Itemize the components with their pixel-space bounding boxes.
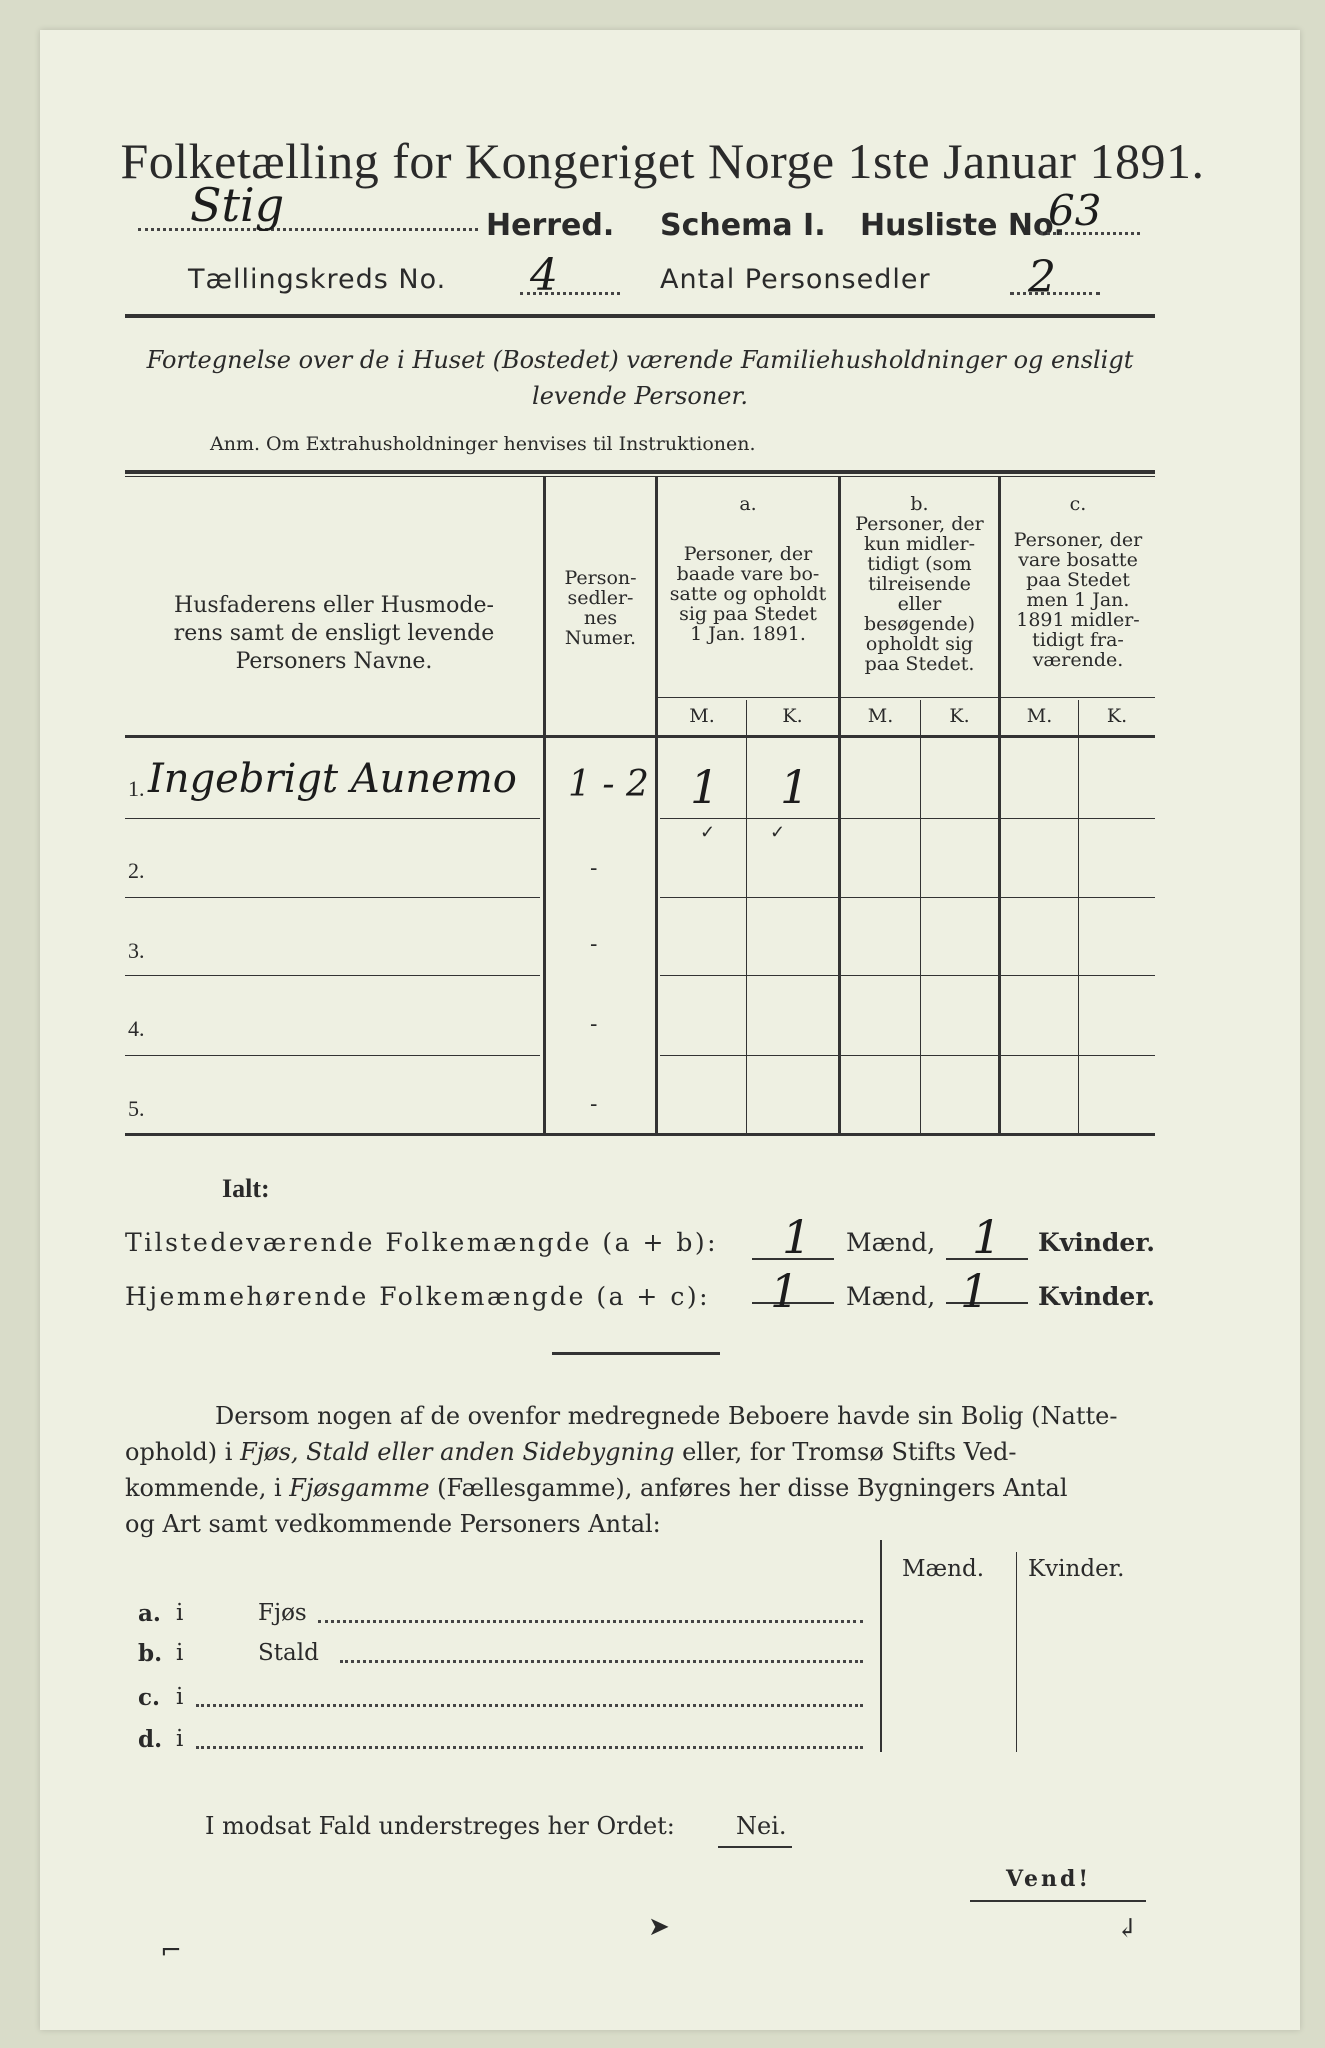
col-a-k: K. [782, 705, 803, 727]
bolig-line-2: ophold) i Fjøs, Stald eller anden Sidebygning eller, for Tromsø Stifts Ved- [125, 1438, 1017, 1466]
hjemme-label: Hjemmehørende Folkemængde (a + c): [125, 1282, 710, 1311]
col-a-mk-divider [746, 700, 747, 1133]
herred-value: Stig [190, 178, 285, 232]
herred-field [138, 202, 478, 231]
row-1-num: 1 - 2 [568, 764, 649, 805]
bolig-d-i: i [176, 1726, 184, 1752]
bolig-a-label: Fjøs [258, 1600, 307, 1626]
ialt-label: Ialt: [222, 1174, 270, 1203]
col-num-header: Person- sedler- nes Numer. [564, 567, 637, 649]
table-top-rule [125, 470, 1155, 474]
row-1-name: Ingebrigt Aunemo [148, 756, 517, 802]
row-1-no: 1. [128, 776, 145, 801]
row-2-num: - [590, 856, 598, 881]
row-3-num: - [590, 932, 598, 957]
col-c-mk-divider [1078, 700, 1079, 1133]
vend-rule [970, 1900, 1146, 1902]
bolig-b-dots [340, 1660, 863, 1663]
corner-mark-right: ↲ [1116, 1914, 1138, 1944]
bolig-kvinder-header: Kvinder. [1028, 1556, 1125, 1582]
vend-text: Vend! [1006, 1866, 1092, 1892]
tilstede-label: Tilstedeværende Folkemængde (a + b): [125, 1228, 719, 1257]
row-line-3-name [125, 975, 540, 976]
anm-note: Anm. Om Extrahusholdninger henvises til Instruktionen. [210, 433, 756, 455]
col-c-header: Personer, der vare bosatte paa Stedet men 1 Jan. 1891 midler- tidigt fra- værende. [1013, 529, 1143, 671]
hjemme-m-value: 1 [770, 1264, 800, 1318]
bolig-line-3: kommende, i Fjøsgamme (Fællesgamme), anføres her disse Bygningers Antal [125, 1474, 1068, 1502]
row-line-3-cells [660, 975, 1155, 976]
schema-label: Schema I. [660, 208, 826, 243]
bolig-line-1: Dersom nogen af de ovenfor medregnede Beboere havde sin Bolig (Natte- [215, 1402, 1118, 1430]
intro-line2: levende Personer. [532, 382, 748, 410]
bolig-d-letter: d. [138, 1726, 163, 1753]
row-5-num: - [590, 1092, 598, 1117]
col-b-m: M. [867, 705, 894, 727]
col-b-k: K. [949, 705, 970, 727]
husliste-value: 63 [1048, 186, 1102, 235]
bolig-line-4: og Art samt vedkommende Personers Antal: [125, 1510, 661, 1538]
col-b-mk-divider [920, 700, 921, 1133]
antal-dots [1010, 292, 1100, 295]
kreds-dots [520, 292, 620, 295]
row-1-a-m: 1 [690, 760, 720, 814]
hjemme-kvinder: Kvinder. [1038, 1282, 1155, 1311]
nei-underline [718, 1846, 792, 1848]
row-line-2-cells [660, 897, 1155, 898]
col-c-m: M. [1026, 705, 1053, 727]
col-c-k: K. [1106, 705, 1128, 727]
tilstede-m-value: 1 [782, 1210, 812, 1264]
husliste-dots [1040, 232, 1140, 235]
row-line-4-name [125, 1055, 540, 1056]
bolig-c-dots [196, 1704, 863, 1707]
row-5-no: 5. [128, 1096, 145, 1121]
bolig-c-letter: c. [138, 1684, 161, 1711]
corner-mark-center: ➤ [648, 1912, 670, 1942]
col-b-header: Personer, der kun midler- tidigt (som tilreisende eller besøgende) opholdt sig paa Stedet. [855, 513, 984, 675]
check-mark-a-k: ✓ [770, 822, 786, 843]
antal-value: 2 [1028, 252, 1056, 303]
corner-mark-left: ⌐ [160, 1936, 182, 1966]
mk-rule [655, 697, 1155, 698]
bolig-a-i: i [176, 1600, 184, 1626]
tilstede-maend: Mænd, [846, 1228, 936, 1257]
row-line-4-cells [660, 1055, 1155, 1056]
col-a-m: M. [689, 705, 715, 727]
row-4-num: - [590, 1012, 598, 1037]
col-a-header: Personer, der baade vare bo- satte og opholdt sig paa Stedet 1 Jan. 1891. [669, 543, 827, 645]
tilstede-k-value: 1 [972, 1210, 1002, 1264]
bolig-b-letter: b. [138, 1640, 163, 1667]
bolig-a-letter: a. [138, 1600, 161, 1627]
header-rule [125, 314, 1155, 318]
bolig-b-i: i [176, 1640, 184, 1666]
kreds-label: Tællingskreds No. [188, 264, 447, 295]
form-title: Folketælling for Kongeriget Norge 1ste Januar 1891. [120, 133, 1205, 189]
hjemme-maend: Mænd, [846, 1282, 936, 1311]
bolig-paragraph [125, 1398, 1155, 1542]
bolig-d-dots [196, 1746, 863, 1749]
bolig-col-divider-2 [1016, 1552, 1017, 1752]
check-mark-a-m: ✓ [700, 822, 716, 843]
table-bottom-rule [125, 1133, 1155, 1136]
row-4-no: 4. [128, 1016, 145, 1041]
col-c-letter: c. [1069, 493, 1087, 515]
row-2-no: 2. [128, 858, 145, 883]
col-a-letter: a. [739, 493, 757, 515]
bolig-col-divider-1 [880, 1540, 882, 1752]
bolig-c-i: i [176, 1684, 184, 1710]
census-form-sheet [40, 30, 1300, 2030]
nei-word: Nei. [736, 1812, 787, 1840]
kreds-value: 4 [530, 250, 558, 301]
bolig-b-label: Stald [258, 1640, 319, 1666]
bolig-maend-header: Mænd. [902, 1556, 985, 1582]
col-b-letter: b. [910, 493, 929, 515]
antal-label: Antal Personsedler [660, 264, 931, 295]
modsat-text: I modsat Fald understreges her Ordet: [205, 1812, 675, 1840]
row-3-no: 3. [128, 938, 145, 963]
col-name-header: Husfaderens eller Husmode- rens samt de ensligt levende Personers Navne. [173, 593, 495, 674]
herred-label: Herred. [486, 208, 615, 243]
row-line-2-name [125, 897, 540, 898]
row-line-1-cells [660, 818, 1155, 819]
tilstede-kvinder: Kvinder. [1038, 1228, 1155, 1257]
hjemme-k-value: 1 [960, 1264, 990, 1318]
row-1-a-k: 1 [780, 760, 810, 814]
row-line-1-name [125, 818, 540, 819]
section-divider [552, 1352, 720, 1355]
intro-line1: Fortegnelse over de i Huset (Bostedet) værende Familiehusholdninger og ensligt [146, 346, 1134, 374]
husliste-label: Husliste No. [860, 208, 1065, 243]
bolig-a-dots [318, 1620, 863, 1623]
